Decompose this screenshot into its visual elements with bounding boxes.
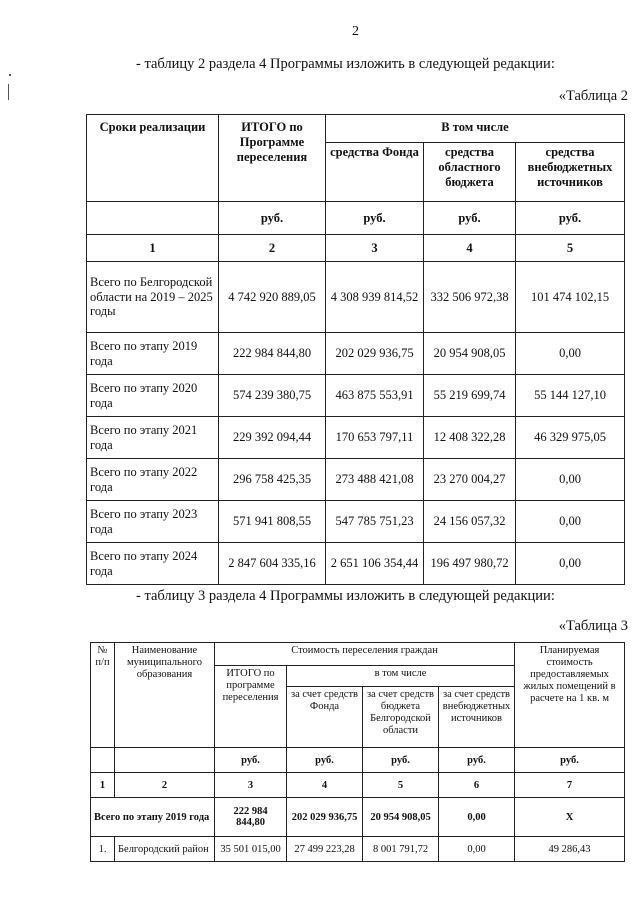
column-number: 3 xyxy=(326,235,424,262)
cell-total: 222 984 844,80 xyxy=(215,798,287,837)
cell-fund: 202 029 936,75 xyxy=(326,333,424,375)
header-total: ИТОГО по Программе переселения xyxy=(219,115,326,202)
table-row xyxy=(87,375,625,417)
table-row xyxy=(87,262,625,333)
cell-planned: 49 286,43 xyxy=(515,837,625,862)
cell-total: 574 239 380,75 xyxy=(219,375,326,417)
header-regional: за счет средств бюджета Белгородской области xyxy=(363,687,439,748)
cell-total: 571 941 808,55 xyxy=(219,501,326,543)
column-number: 3 xyxy=(215,773,287,798)
cell-extra: 101 474 102,15 xyxy=(516,262,625,333)
table-row xyxy=(87,543,625,585)
unit-cell: руб. xyxy=(215,748,287,773)
column-number: 4 xyxy=(287,773,363,798)
margin-mark xyxy=(8,84,9,100)
row-label: Всего по этапу 2019 года xyxy=(91,798,215,837)
unit-cell: руб. xyxy=(287,748,363,773)
column-number: 7 xyxy=(515,773,625,798)
row-label: Всего по этапу 2020 года xyxy=(87,375,219,417)
cell-extra: 0,00 xyxy=(516,543,625,585)
header-total: ИТОГО по программе переселения xyxy=(215,666,287,748)
table-row xyxy=(87,459,625,501)
header-extra: за счет средств внебюджетных источников xyxy=(439,687,515,748)
cell-fund: 27 499 223,28 xyxy=(287,837,363,862)
cell-regional: 332 506 972,38 xyxy=(424,262,516,333)
header-including: в том числе xyxy=(287,666,515,687)
column-number: 2 xyxy=(115,773,215,798)
cell-fund: 4 308 939 814,52 xyxy=(326,262,424,333)
table-row xyxy=(87,333,625,375)
cell-total: 222 984 844,80 xyxy=(219,333,326,375)
cell-extra: 0,00 xyxy=(516,333,625,375)
cell-total: 35 501 015,00 xyxy=(215,837,287,862)
cell-extra: 0,00 xyxy=(439,798,515,837)
table-2 xyxy=(86,114,625,585)
table3-label: «Таблица 3 xyxy=(558,618,628,634)
cell-regional: 12 408 322,28 xyxy=(424,417,516,459)
cell-regional: 23 270 004,27 xyxy=(424,459,516,501)
unit-cell: руб. xyxy=(516,202,625,235)
margin-mark-dot xyxy=(9,74,11,76)
cell-fund: 547 785 751,23 xyxy=(326,501,424,543)
unit-cell: руб. xyxy=(439,748,515,773)
row-label: Всего по этапу 2022 года xyxy=(87,459,219,501)
column-number: 1 xyxy=(87,235,219,262)
page-number: 2 xyxy=(352,24,359,39)
unit-cell: руб. xyxy=(515,748,625,773)
row-label: Всего по этапу 2019 года xyxy=(87,333,219,375)
cell-regional: 55 219 699,74 xyxy=(424,375,516,417)
table-row xyxy=(87,417,625,459)
header-extra: средства внебюджетных источников xyxy=(516,143,625,202)
column-number: 5 xyxy=(516,235,625,262)
row-number: 1. xyxy=(91,837,115,862)
column-number: 5 xyxy=(363,773,439,798)
column-number: 2 xyxy=(219,235,326,262)
cell-fund: 170 653 797,11 xyxy=(326,417,424,459)
cell-extra: 55 144 127,10 xyxy=(516,375,625,417)
cell-fund: 2 651 106 354,44 xyxy=(326,543,424,585)
cell-fund: 463 875 553,91 xyxy=(326,375,424,417)
header-regional: средства областного бюджета xyxy=(424,143,516,202)
table-row xyxy=(91,798,625,837)
cell-regional: 24 156 057,32 xyxy=(424,501,516,543)
cell-extra: 46 329 975,05 xyxy=(516,417,625,459)
column-number: 4 xyxy=(424,235,516,262)
row-label: Всего по этапу 2023 года xyxy=(87,501,219,543)
table-3 xyxy=(90,642,625,862)
cell-total: 296 758 425,35 xyxy=(219,459,326,501)
unit-cell: руб. xyxy=(326,202,424,235)
cell-total: 2 847 604 335,16 xyxy=(219,543,326,585)
section2-intro: - таблицу 3 раздела 4 Программы изложить в следующей редакции: xyxy=(136,588,555,604)
header-planned: Планируемая стоимость предоставляемых жилых помещений в расчете на 1 кв. м xyxy=(515,643,625,748)
cell-regional: 8 001 791,72 xyxy=(363,837,439,862)
cell-total: 229 392 094,44 xyxy=(219,417,326,459)
unit-cell: руб. xyxy=(424,202,516,235)
cell-fund: 273 488 421,08 xyxy=(326,459,424,501)
cell-regional: 20 954 908,05 xyxy=(424,333,516,375)
unit-cell: руб. xyxy=(363,748,439,773)
header-period: Сроки реализации xyxy=(87,115,219,202)
header-fund: средства Фонда xyxy=(326,143,424,202)
cell-regional: 20 954 908,05 xyxy=(363,798,439,837)
table-row xyxy=(87,501,625,543)
unit-empty xyxy=(115,748,215,773)
row-municipality: Белгородский район xyxy=(115,837,215,862)
header-municipality: Наименование муниципального образования xyxy=(115,643,215,748)
table2-label: «Таблица 2 xyxy=(558,88,628,104)
header-num: № п/п xyxy=(91,643,115,748)
column-number: 1 xyxy=(91,773,115,798)
cell-extra: 0,00 xyxy=(516,459,625,501)
cell-extra: 0,00 xyxy=(439,837,515,862)
row-label: Всего по этапу 2021 года xyxy=(87,417,219,459)
cell-planned: Х xyxy=(515,798,625,837)
cell-total: 4 742 920 889,05 xyxy=(219,262,326,333)
unit-cell: руб. xyxy=(219,202,326,235)
table-row xyxy=(91,837,625,862)
row-label: Всего по этапу 2024 года xyxy=(87,543,219,585)
unit-empty xyxy=(87,202,219,235)
unit-empty xyxy=(91,748,115,773)
cell-fund: 202 029 936,75 xyxy=(287,798,363,837)
section1-intro: - таблицу 2 раздела 4 Программы изложить в следующей редакции: xyxy=(136,56,555,72)
cell-extra: 0,00 xyxy=(516,501,625,543)
header-including: В том числе xyxy=(326,115,625,143)
header-fund: за счет средств Фонда xyxy=(287,687,363,748)
row-label: Всего по Белгородской области на 2019 – 2025 годы xyxy=(87,262,219,333)
cell-regional: 196 497 980,72 xyxy=(424,543,516,585)
header-cost: Стоимость переселения граждан xyxy=(215,643,515,666)
column-number: 6 xyxy=(439,773,515,798)
